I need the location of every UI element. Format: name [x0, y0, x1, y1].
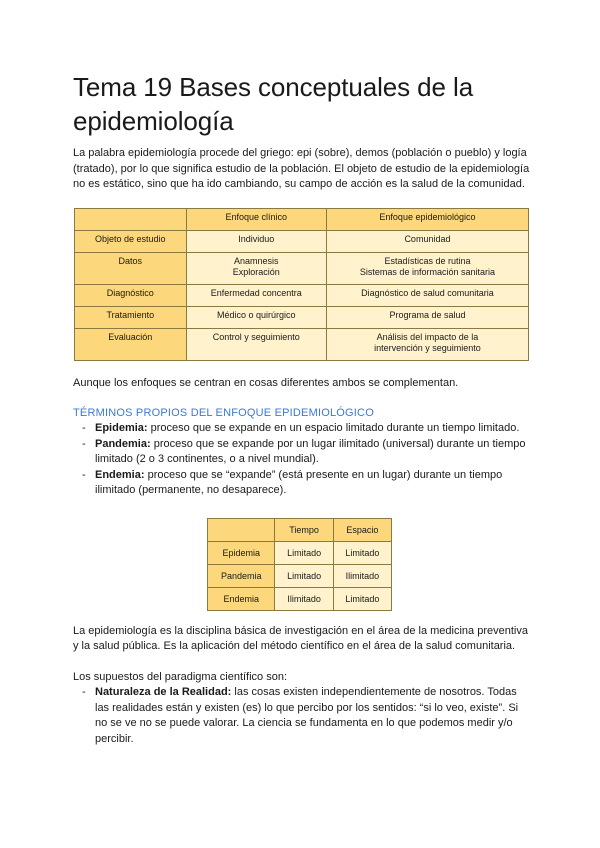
row-label: Evaluación	[75, 328, 187, 360]
term-text: proceso que se “expande” (está presente en un lugar) durante un tiempo ilimitado (permanente, no desaparece).	[95, 468, 503, 496]
table-header-cell: Espacio	[333, 518, 391, 541]
table-cell	[326, 252, 528, 284]
table-cell: Limitado	[333, 587, 391, 610]
list-item	[82, 685, 533, 747]
table-cell: Ilimitado	[275, 587, 333, 610]
term-label: Pandemia:	[95, 437, 151, 450]
list-item	[82, 468, 533, 499]
term-label: Endemia:	[95, 468, 145, 481]
table-row	[75, 306, 529, 328]
cell-line: Estadísticas de rutina	[384, 255, 471, 266]
assumptions-list	[73, 685, 533, 747]
cell-line: Exploración	[232, 266, 280, 277]
row-label: Datos	[75, 252, 187, 284]
table-cell: Médico o quirúrgico	[186, 306, 326, 328]
table-header-cell	[208, 518, 275, 541]
table-cell: Programa de salud	[326, 306, 528, 328]
table-cell: Limitado	[275, 564, 333, 587]
table-row	[208, 564, 392, 587]
table-header-row	[75, 208, 529, 230]
row-label: Tratamiento	[75, 306, 187, 328]
term-label: Epidemia:	[95, 422, 148, 434]
table-cell: Control y seguimiento	[186, 328, 326, 360]
cell-line: Análisis del impacto de la	[376, 331, 479, 342]
cell-line: intervención y seguimiento	[374, 342, 481, 353]
term-label: Naturaleza de la Realidad:	[95, 686, 232, 698]
table-cell	[326, 328, 528, 360]
table-header-cell: Enfoque clínico	[186, 208, 326, 230]
row-label: Epidemia	[208, 541, 275, 564]
dash-bullet: -	[82, 468, 86, 481]
page-title: Tema 19 Bases conceptuales de la epidemiología	[73, 72, 474, 136]
term-text: proceso que se expande en un espacio limitado durante un tiempo limitado.	[147, 422, 520, 434]
table-row	[75, 328, 529, 360]
table-row	[208, 541, 392, 564]
table-header-cell: Enfoque epidemiológico	[326, 208, 528, 230]
document-page	[73, 70, 533, 747]
dash-bullet: -	[82, 422, 86, 434]
table-header-row	[208, 518, 392, 541]
list-item	[82, 437, 533, 468]
intro-paragraph: La palabra epidemiología procede del griego: epi (sobre), demos (población o pueblo) y logía (tratado), por lo que significa estudio de la población. El objeto de estudio de la epidemiología no es estático, sino que ha ido cambiando, su campo de acción es la salud de la comunidad.	[73, 147, 530, 190]
table-cell	[186, 252, 326, 284]
cell-line: Anamnesis	[233, 255, 279, 266]
list-item	[82, 421, 533, 437]
epidemiology-definition-paragraph: La epidemiología es la disciplina básica de investigación en el área de la medicina preventiva y la salud pública. Es la aplicación del método científico en el área de la salud comunitaria.	[73, 624, 528, 652]
assumptions-intro: Los supuestos del paradigma científico son:	[73, 670, 288, 683]
table-row	[75, 230, 529, 252]
table-cell: Diagnóstico de salud comunitaria	[326, 284, 528, 306]
table-cell: Limitado	[275, 541, 333, 564]
table-row	[75, 252, 529, 284]
table-cell: Enfermedad concentra	[186, 284, 326, 306]
row-label: Endemia	[208, 587, 275, 610]
table-cell: Ilimitado	[333, 564, 391, 587]
comparison-table	[74, 208, 529, 361]
terms-list	[73, 421, 533, 499]
table-cell: Comunidad	[326, 230, 528, 252]
row-label: Objeto de estudio	[75, 230, 187, 252]
table-header-cell	[75, 208, 187, 230]
section-heading: TÉRMINOS PROPIOS DEL ENFOQUE EPIDEMIOLÓGICO	[73, 407, 374, 419]
table-cell: Limitado	[333, 541, 391, 564]
row-label: Pandemia	[208, 564, 275, 587]
terms-table	[207, 518, 392, 611]
dash-bullet: -	[82, 437, 86, 450]
row-label: Diagnóstico	[75, 284, 187, 306]
term-text: proceso que se expande por un lugar ilimitado (universal) durante un tiempo limitado (2 o 3 continentes, o a nivel mundial).	[95, 437, 526, 465]
table-cell: Individuo	[186, 230, 326, 252]
cell-line: Sistemas de información sanitaria	[359, 266, 495, 277]
term-text: las cosas existen independientemente de nosotros. Todas las realidades están y existen (es) lo que percibo por los sentidos: “si lo veo, existe”. Si no se ve no se puede valorar. La ciencia se fundamenta en lo que podemos medir y/o percibir.	[95, 686, 519, 745]
table-header-cell: Tiempo	[275, 518, 333, 541]
table-row	[75, 284, 529, 306]
table-row	[208, 587, 392, 610]
after-table-paragraph: Aunque los enfoques se centran en cosas diferentes ambos se complementan.	[73, 376, 459, 389]
dash-bullet: -	[82, 686, 86, 698]
